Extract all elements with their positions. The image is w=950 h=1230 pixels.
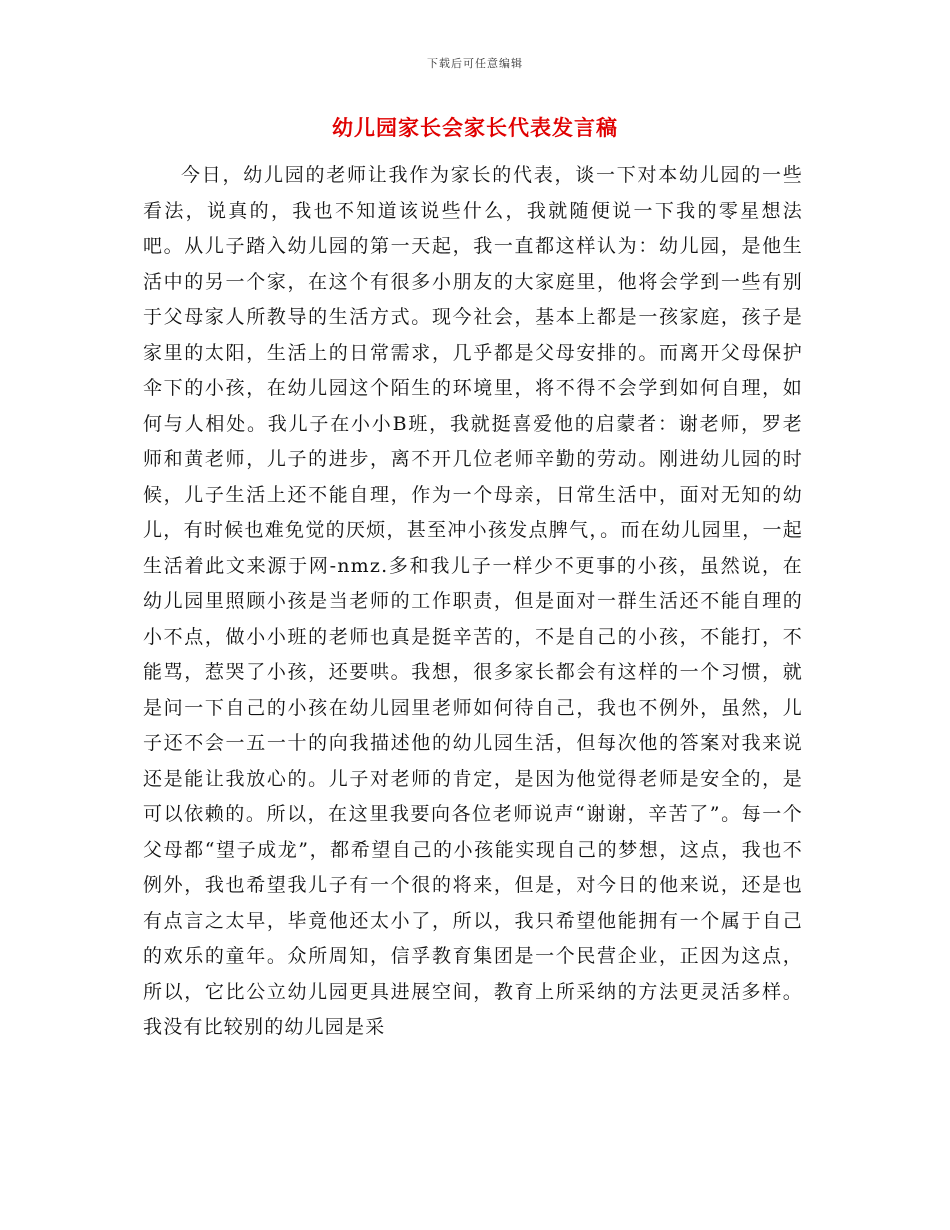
document-body-paragraph: 今日，幼儿园的老师让我作为家长的代表，谈一下对本幼儿园的一些看法，说真的，我也不知道该说些什么，我就随便说一下我的零星想法吧。从儿子踏入幼儿园的第一天起，我一直都这样认为：幼儿园，是他生活中的另一个家，在这个有很多小朋友的大家庭里，他将会学到一些有别于父母家人所教导的生活方式。现今社会，基本上都是一孩家庭，孩子是家里的太阳，生活上的日常需求，几乎都是父母安排的。而离开父母保护伞下的小孩，在幼儿园这个陌生的环境里，将不得不会学到如何自理，如何与人相处。我儿子在小小B班，我就挺喜爱他的启蒙者：谢老师，罗老师和黄老师，儿子的进步，离不开几位老师辛勤的劳动。刚进幼儿园的时候，儿子生活上还不能自理，作为一个母亲，日常生活中，面对无知的幼儿，有时候也难免觉的厌烦，甚至冲小孩发点脾气，。而在幼儿园里，一起生活着此文来源于网-nmz.多和我儿子一样少不更事的小孩，虽然说，在幼儿园里照顾小孩是当老师的工作职责，但是面对一群生活还不能自理的小不点，做小小班的老师也真是挺辛苦的，不是自己的小孩，不能打，不能骂，惹哭了小孩，还要哄。我想，很多家长都会有这样的一个习惯，就是问一下自己的小孩在幼儿园里老师如何待自己，我也不例外，虽然，儿子还不会一五一十的向我描述他的幼儿园生活，但每次他的答案对我来说还是能让我放心的。儿子对老师的肯定，是因为他觉得老师是安全的，是可以依赖的。所以，在这里我要向各位老师说声“谢谢，辛苦了”。每一个父母都“望子成龙”，都希望自己的小孩能实现自己的梦想，这点，我也不例外，我也希望我儿子有一个很的将来，但是，对今日的他来说，还是也有点言之太早，毕竟他还太小了，所以，我只希望他能拥有一个属于自己的欢乐的童年。众所周知，信孚教育集团是一个民营企业，正因为这点，所以，它比公立幼儿园更具进展空间，教育上所采纳的方法更灵活多样。我没有比较别的幼儿园是采 <box>143 164 803 1038</box>
document-title: 幼儿园家长会家长代表发言稿 <box>332 115 618 140</box>
header-note: 下载后可任意编辑 <box>427 57 523 70</box>
